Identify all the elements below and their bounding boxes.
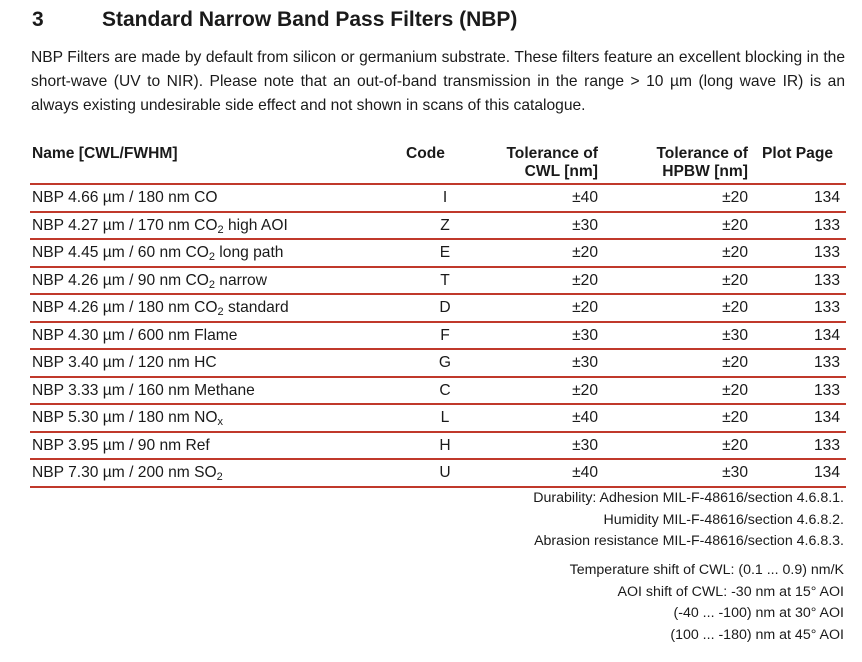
cwl-tolerance: ±20 bbox=[572, 381, 598, 399]
shift-note: (100 ... -180) nm at 45° AOI bbox=[670, 626, 844, 643]
durability-note: Humidity MIL-F-48616/section 4.6.8.2. bbox=[603, 511, 844, 528]
durability-note: Abrasion resistance MIL-F-48616/section 4.6.8.3. bbox=[534, 533, 844, 549]
table-row bbox=[30, 432, 846, 460]
table-row bbox=[30, 267, 846, 295]
header-name: Name [CWL/FWHM] bbox=[32, 145, 178, 162]
filter-name-text: NBP 4.27 µm / 170 nm CO bbox=[32, 216, 218, 234]
plot-page: 134 bbox=[813, 409, 840, 426]
hpbw-tolerance: ±20 bbox=[722, 409, 748, 426]
durability-notes bbox=[533, 488, 844, 553]
filter-name-text: NBP 4.66 µm / 180 nm CO bbox=[32, 189, 218, 206]
shift-note: AOI shift of CWL: -30 nm at 15° AOI bbox=[617, 583, 844, 600]
table-row bbox=[30, 349, 846, 377]
filter-code: E bbox=[439, 244, 451, 261]
cwl-tolerance: ±30 bbox=[572, 354, 598, 371]
section-title: Standard Narrow Band Pass Filters (NBP) bbox=[102, 8, 518, 31]
section-number: 3 bbox=[32, 8, 44, 31]
cwl-tolerance: ±40 bbox=[572, 409, 598, 426]
hpbw-tolerance: ±30 bbox=[722, 464, 748, 481]
table-row bbox=[30, 239, 846, 267]
filter-name bbox=[32, 299, 289, 317]
filter-name-text: NBP 7.30 µm / 200 nm SO bbox=[32, 464, 217, 481]
durability-note: Durability: Adhesion MIL-F-48616/section 4.6.8.1. bbox=[533, 490, 844, 506]
filter-code: U bbox=[439, 464, 451, 481]
plot-page: 134 bbox=[813, 464, 840, 481]
filter-code: L bbox=[440, 409, 450, 426]
filter-name bbox=[32, 464, 223, 482]
filter-name bbox=[32, 189, 218, 207]
header-hpbw-tolerance bbox=[656, 145, 748, 181]
filter-code: I bbox=[442, 189, 448, 206]
filter-name-suffix: narrow bbox=[214, 271, 267, 289]
table-row bbox=[30, 184, 846, 212]
cwl-tolerance: ±30 bbox=[572, 216, 598, 234]
hpbw-tolerance: ±20 bbox=[722, 381, 748, 399]
filter-name-text: NBP 3.33 µm / 160 nm Methane bbox=[32, 381, 255, 399]
cwl-tolerance: ±40 bbox=[572, 189, 598, 206]
filter-name-subscript: 2 bbox=[208, 251, 215, 263]
cwl-tolerance: ±20 bbox=[572, 299, 598, 316]
filter-name-text: NBP 3.40 µm / 120 nm HC bbox=[32, 354, 217, 371]
plot-page: 133 bbox=[813, 381, 840, 399]
filter-name-suffix: high AOI bbox=[223, 216, 288, 234]
plot-page: 133 bbox=[813, 216, 840, 234]
filter-name bbox=[32, 327, 237, 345]
header-cwl-tolerance bbox=[506, 145, 598, 181]
cwl-tolerance: ±20 bbox=[572, 244, 598, 261]
intro-paragraph: NBP Filters are made by default from silicon or germanium substrate. These filters feature an excellent blocking in the short-wave (UV to NIR). Please note that an out-of-band transmission in the range > 10 µm (long wave IR) is an always existing undesirable side effect and not shown in scans of this catalogue. bbox=[31, 49, 845, 114]
filter-name-suffix: standard bbox=[223, 299, 289, 316]
filter-name-text: NBP 4.45 µm / 60 nm CO bbox=[32, 244, 209, 261]
filter-name-text: NBP 5.30 µm / 180 nm NO bbox=[32, 409, 218, 426]
plot-page: 133 bbox=[813, 436, 840, 454]
hpbw-tolerance: ±20 bbox=[722, 244, 748, 261]
filter-name-subscript: 2 bbox=[216, 471, 223, 483]
filter-code: F bbox=[440, 326, 450, 344]
filter-name bbox=[32, 272, 267, 290]
table-row bbox=[30, 294, 846, 322]
plot-page: 133 bbox=[813, 271, 840, 289]
table-row bbox=[30, 377, 846, 405]
header-code: Code bbox=[406, 145, 445, 162]
cwl-tolerance: ±30 bbox=[572, 436, 598, 454]
filter-name bbox=[32, 244, 283, 262]
filter-name-subscript: 2 bbox=[217, 306, 224, 318]
filter-name-text: NBP 3.95 µm / 90 nm Ref bbox=[32, 436, 210, 454]
table-row bbox=[30, 322, 846, 350]
filter-name bbox=[32, 354, 217, 372]
shift-note: Temperature shift of CWL: (0.1 ... 0.9) nm/K bbox=[569, 562, 844, 578]
filter-name-text: NBP 4.26 µm / 90 nm CO bbox=[32, 271, 209, 289]
plot-page: 134 bbox=[813, 189, 840, 206]
hpbw-tolerance: ±20 bbox=[722, 436, 748, 454]
header-cwl-line1: Tolerance of bbox=[506, 145, 598, 162]
plot-page: 133 bbox=[813, 244, 840, 261]
cwl-tolerance: ±40 bbox=[572, 464, 598, 481]
hpbw-tolerance: ±20 bbox=[722, 271, 748, 289]
filter-name-text: NBP 4.30 µm / 600 nm Flame bbox=[32, 326, 238, 344]
plot-page: 134 bbox=[813, 326, 840, 344]
filter-name-subscript: x bbox=[217, 416, 224, 428]
header-cwl-line2: CWL [nm] bbox=[524, 163, 598, 180]
plot-page: 133 bbox=[813, 354, 840, 371]
cwl-tolerance: ±20 bbox=[572, 271, 598, 289]
hpbw-tolerance: ±20 bbox=[722, 354, 748, 371]
header-plot-page: Plot Page bbox=[762, 145, 834, 162]
filter-name-subscript: 2 bbox=[217, 223, 224, 236]
filter-code: G bbox=[438, 354, 452, 371]
filter-code: T bbox=[440, 271, 450, 289]
filter-name-suffix: long path bbox=[214, 244, 284, 261]
table-row bbox=[30, 459, 846, 487]
filter-name-subscript: 2 bbox=[208, 278, 215, 291]
table-row bbox=[30, 404, 846, 432]
hpbw-tolerance: ±20 bbox=[722, 189, 748, 206]
filter-code: Z bbox=[440, 216, 450, 234]
header-hpbw-line2: HPBW [nm] bbox=[662, 163, 748, 180]
hpbw-tolerance: ±20 bbox=[722, 216, 748, 234]
hpbw-tolerance: ±20 bbox=[722, 299, 748, 316]
header-hpbw-line1: Tolerance of bbox=[656, 145, 748, 162]
table-row bbox=[30, 212, 846, 240]
hpbw-tolerance: ±30 bbox=[722, 326, 748, 344]
plot-page: 133 bbox=[813, 299, 840, 316]
filter-code: D bbox=[439, 299, 451, 316]
filter-name bbox=[32, 409, 223, 427]
filter-name bbox=[32, 382, 255, 400]
filter-code: H bbox=[439, 436, 451, 454]
cwl-tolerance: ±30 bbox=[572, 326, 598, 344]
filter-name-text: NBP 4.26 µm / 180 nm CO bbox=[32, 299, 218, 316]
shift-note: (-40 ... -100) nm at 30° AOI bbox=[673, 605, 844, 621]
filter-name bbox=[32, 437, 210, 455]
section-heading bbox=[32, 8, 517, 32]
filter-code: C bbox=[439, 381, 451, 399]
shift-notes bbox=[570, 560, 844, 646]
filter-name bbox=[32, 217, 288, 235]
